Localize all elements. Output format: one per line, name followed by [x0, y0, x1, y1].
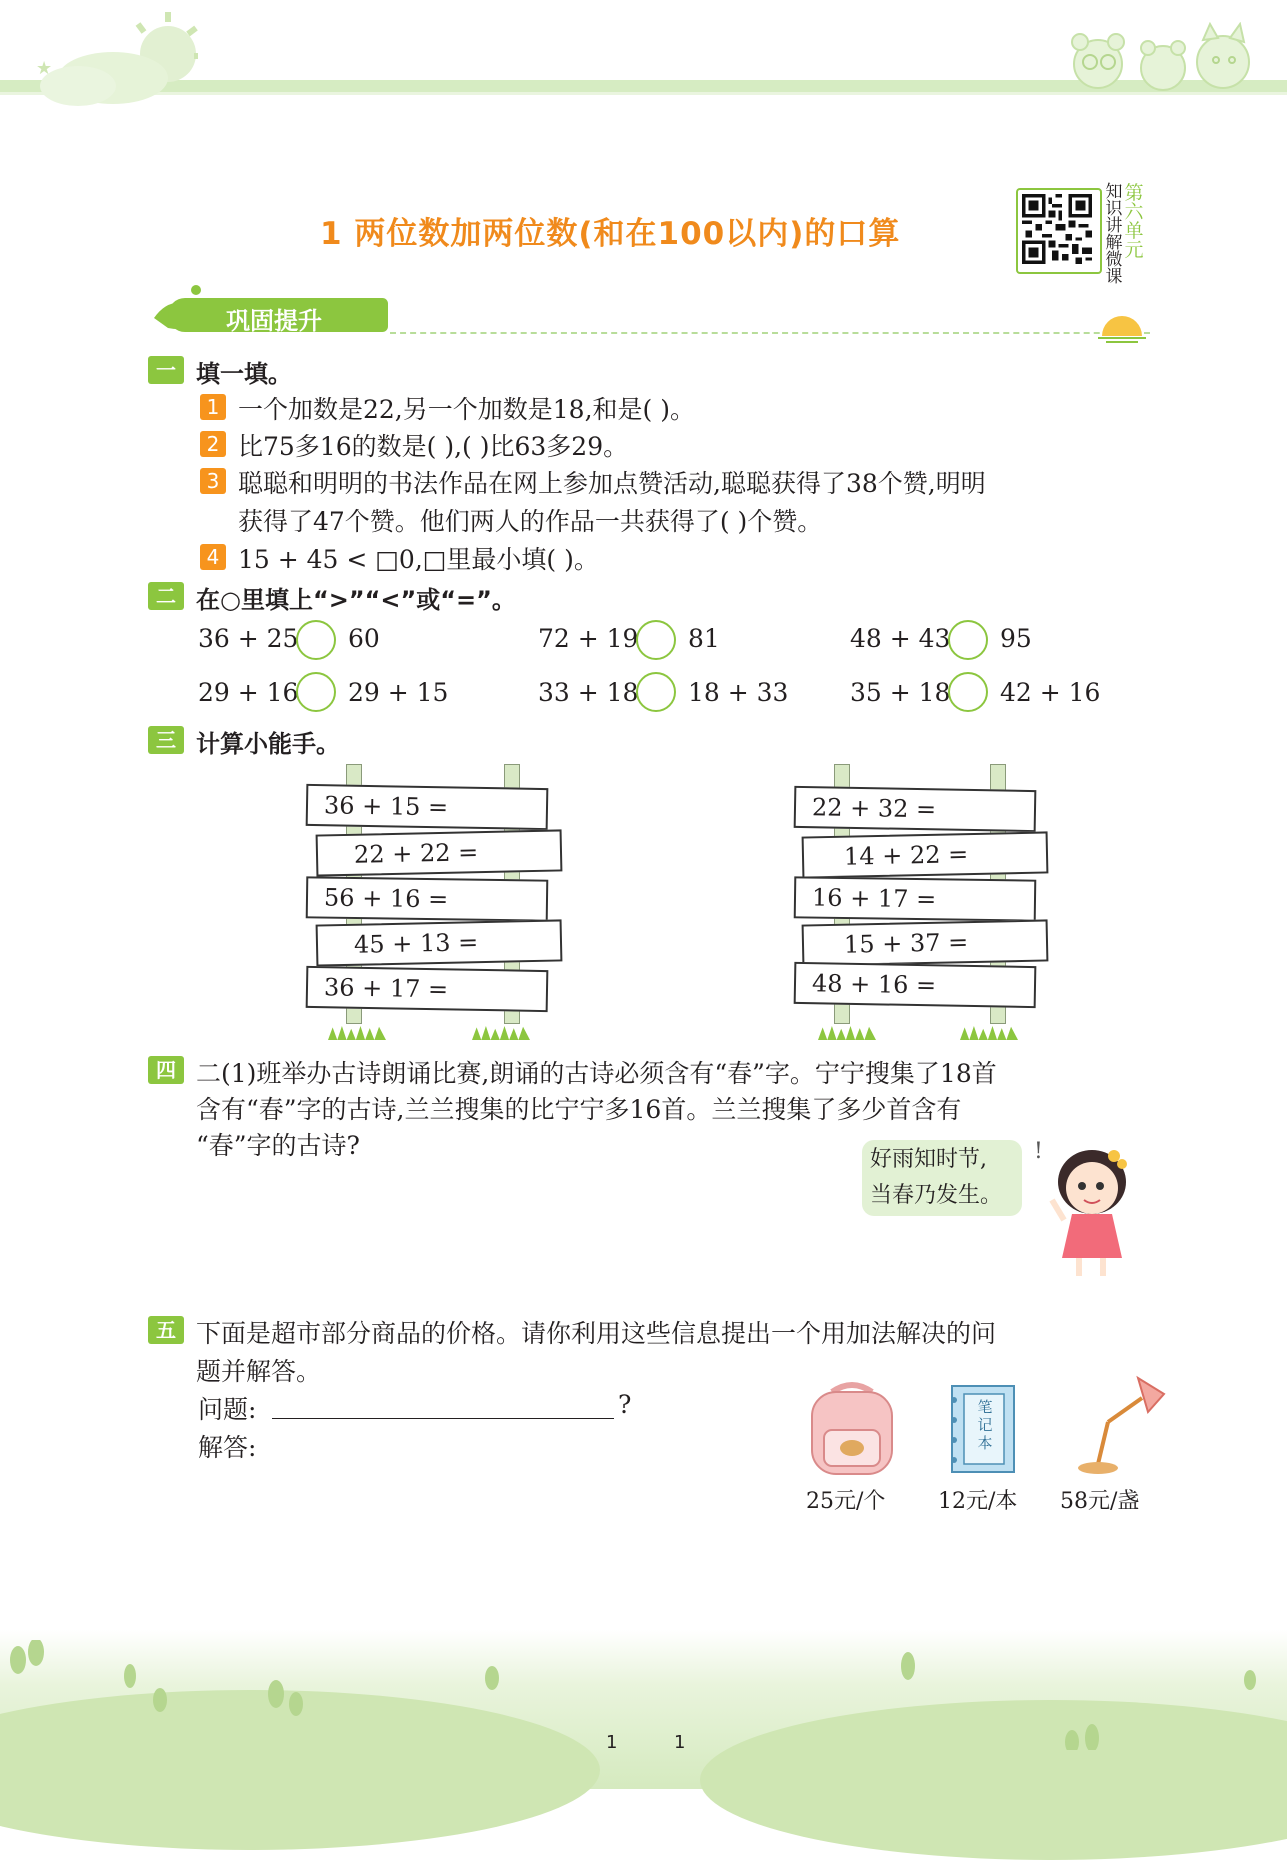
item-4-number: 4 — [200, 544, 226, 570]
section-4-text: “春”字的古诗? — [196, 1131, 360, 1160]
grass-icon — [960, 1026, 1018, 1040]
sunset-icon — [1096, 306, 1148, 346]
compare-right: 95 — [1000, 624, 1032, 653]
trees-decoration — [0, 1640, 1287, 1750]
bubble-line-1: 好雨知时节, — [870, 1147, 987, 1172]
item-1-number: 1 — [200, 394, 226, 420]
section-4-text: 含有“春”字的古诗,兰兰搜集的比宁宁多16首。兰兰搜集了多少首含有 — [196, 1095, 962, 1124]
sign-board: 45 + 13 = — [316, 919, 563, 966]
compare-left: 48 + 43 — [850, 624, 951, 653]
item-4-text: 15 + 45 < □0,□里最小填( )。 — [238, 545, 599, 574]
section-3-title: 计算小能手。 — [196, 730, 340, 758]
sign-board: 48 + 16 = — [794, 962, 1037, 1008]
svg-text:!: ! — [1034, 1139, 1043, 1164]
grass-icon — [818, 1026, 876, 1040]
banner-label: 巩固提升 — [226, 307, 322, 335]
item-3-text-line2: 获得了47个赞。他们两人的作品一共获得了( )个赞。 — [238, 507, 823, 536]
compare-circle[interactable] — [296, 672, 336, 712]
sign-board: 36 + 17 = — [306, 966, 549, 1012]
grass-icon — [328, 1026, 386, 1040]
compare-right: 81 — [688, 624, 720, 653]
sign-board: 22 + 22 = — [316, 829, 563, 876]
section-3-tag: 三 — [148, 726, 184, 754]
page-number: 1 — [674, 1732, 686, 1753]
grass-icon — [472, 1026, 530, 1040]
price-backpack: 25元/个 — [806, 1489, 886, 1514]
compare-left: 72 + 19 — [538, 624, 639, 653]
price-lamp: 58元/盏 — [1060, 1489, 1140, 1514]
item-2-text: 比75多16的数是( ),( )比63多29。 — [238, 432, 629, 461]
section-1-title: 填一填。 — [196, 360, 292, 388]
compare-left: 35 + 18 — [850, 678, 951, 707]
girl-illustration — [1034, 1134, 1144, 1284]
speech-bubble — [862, 1140, 1022, 1216]
compare-left: 36 + 25 — [198, 624, 299, 653]
desk-lamp-icon — [1068, 1372, 1168, 1478]
compare-left: 33 + 18 — [538, 678, 639, 707]
question-answer-line[interactable] — [272, 1418, 614, 1419]
section-2-title: 在○里填上“>”“<”或“=”。 — [196, 586, 516, 614]
page-title: 1 两位数加两位数(和在100以内)的口算 — [320, 216, 901, 252]
section-5-text: 题并解答。 — [196, 1357, 322, 1386]
side-label-right: 第 六 单 元 — [1124, 182, 1144, 261]
question-label: 问题: — [198, 1395, 257, 1424]
item-1-text: 一个加数是22,另一个加数是18,和是( )。 — [238, 395, 695, 424]
banner-divider — [390, 332, 1150, 334]
sign-board: 16 + 17 = — [794, 876, 1037, 921]
compare-circle[interactable] — [296, 620, 336, 660]
item-2-number: 2 — [200, 431, 226, 457]
sun-cloud-decoration — [18, 8, 198, 108]
compare-circle[interactable] — [948, 620, 988, 660]
compare-left: 29 + 16 — [198, 678, 299, 707]
compare-right: 29 + 15 — [348, 678, 449, 707]
item-3-text: 聪聪和明明的书法作品在网上参加点赞活动,聪聪获得了38个赞,明明 — [238, 469, 986, 498]
section-5-tag: 五 — [148, 1316, 184, 1344]
backpack-icon — [802, 1378, 902, 1478]
section-1-tag: 一 — [148, 356, 184, 384]
compare-right: 42 + 16 — [1000, 678, 1101, 707]
svg-text:★: ★ — [36, 58, 53, 79]
sign-board: 15 + 37 = — [802, 919, 1049, 966]
compare-circle[interactable] — [636, 620, 676, 660]
compare-circle[interactable] — [636, 672, 676, 712]
notebook-label: 笔 记 本 — [977, 1398, 993, 1452]
price-notebook: 12元/本 — [938, 1489, 1018, 1514]
side-label-left: 知 识 讲 解 微 课 — [1105, 182, 1123, 287]
bubble-line-2: 当春乃发生。 — [870, 1183, 1003, 1208]
sign-board: 36 + 15 = — [306, 784, 549, 830]
question-mark: ? — [618, 1390, 632, 1419]
compare-circle[interactable] — [948, 672, 988, 712]
animal-faces-decoration — [1058, 22, 1258, 92]
item-3-number: 3 — [200, 468, 226, 494]
sign-board: 14 + 22 = — [802, 831, 1049, 878]
qr-code-icon[interactable] — [1022, 194, 1092, 264]
section-4-tag: 四 — [148, 1056, 184, 1084]
sign-board: 56 + 16 = — [306, 876, 549, 921]
sign-board: 22 + 32 = — [794, 786, 1037, 832]
section-2-tag: 二 — [148, 582, 184, 610]
section-4-text: 二(1)班举办古诗朗诵比赛,朗诵的古诗必须含有“春”字。宁宁搜集了18首 — [196, 1059, 997, 1088]
compare-right: 60 — [348, 624, 380, 653]
page-number: 1 — [606, 1732, 618, 1753]
section-5-text: 下面是超市部分商品的价格。请你利用这些信息提出一个用加法解决的问 — [196, 1319, 997, 1348]
compare-right: 18 + 33 — [688, 678, 789, 707]
answer-label: 解答: — [198, 1433, 257, 1462]
